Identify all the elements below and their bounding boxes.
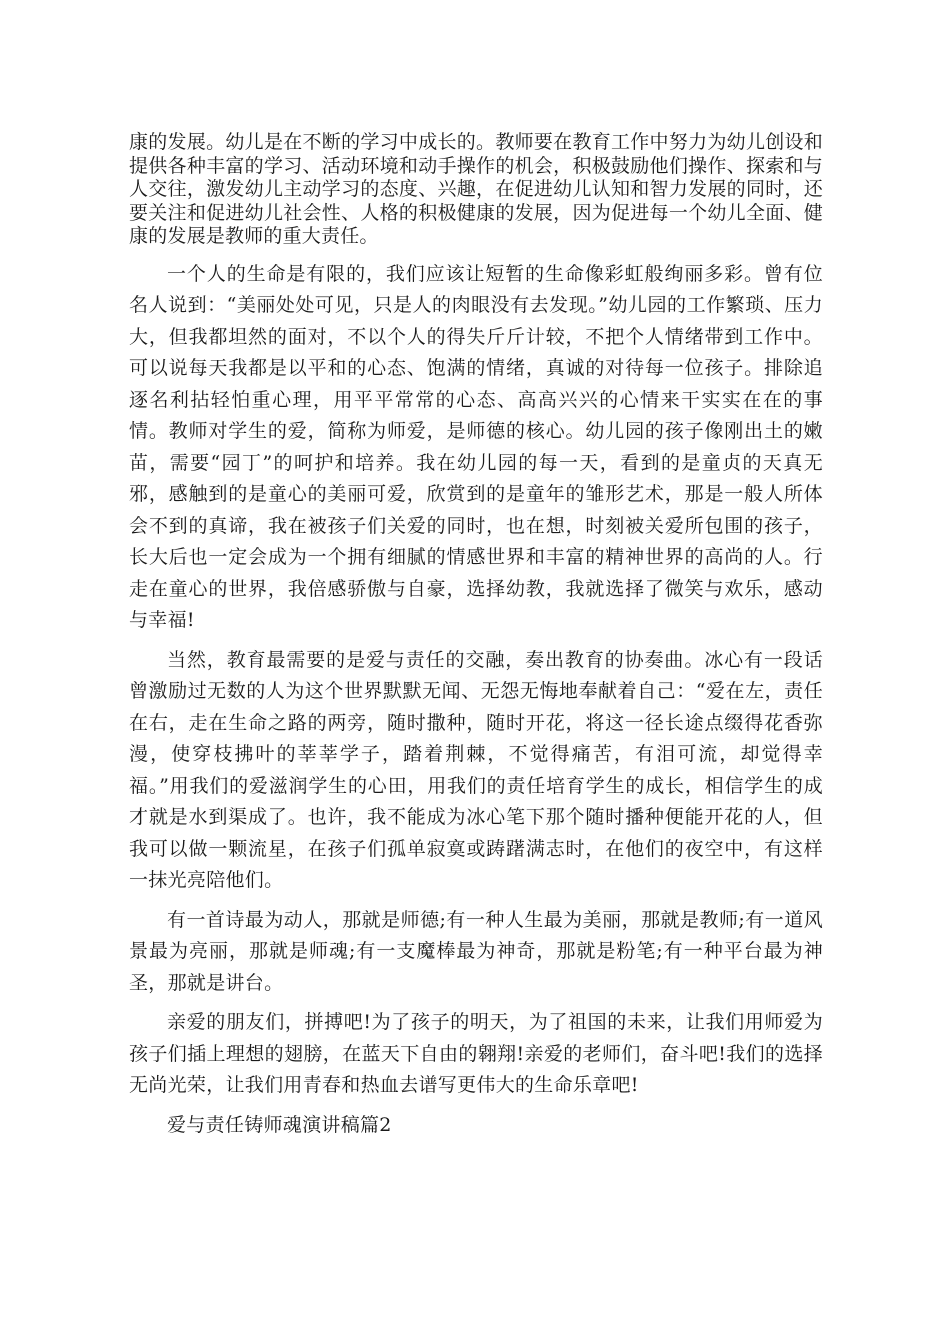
paragraph-continuation: 康的发展。幼儿是在不断的学习中成长的。教师要在教育工作中努力为幼儿创设和提供各种丰富的学习、活动环境和动手操作的机会，积极鼓励他们操作、探索和与人交往，激发幼儿主动学习的态度、兴趣，在促进幼儿认知和智力发展的同时，还要关注和促进幼儿社会性、人格的积极健康的发展，因为促进每一个幼儿全面、健康的发展是教师的重大责任。 <box>129 131 823 247</box>
paragraph-poem: 有一首诗最为动人，那就是师德;有一种人生最为美丽，那就是教师;有一道风景最为亮丽，那就是师魂;有一支魔棒最为神奇，那就是粉笔;有一种平台最为神圣，那就是讲台。 <box>129 908 823 994</box>
paragraph-closing: 亲爱的朋友们，拼搏吧!为了孩子的明天，为了祖国的未来，让我们用师爱为孩子们插上理想的翅膀，在蓝天下自由的翱翔!亲爱的老师们，奋斗吧!我们的选择无尚光荣，让我们用青春和热血去谱写更伟大的生命乐章吧! <box>129 1011 823 1096</box>
paragraph-love-responsibility: 当然，教育最需要的是爱与责任的交融，奏出教育的协奏曲。冰心有一段话曾激励过无数的人为这个世界默默无闻、无怨无悔地奉献着自己：“爱在左，责任在右，走在生命之路的两旁，随时撒种，随时开花，将这一径长途点缀得花香弥漫，使穿枝拂叶的莘莘学子，踏着荆棘，不觉得痛苦，有泪可流，却觉得幸福。”用我们的爱滋润学生的心田，用我们的责任培育学生的成长，相信学生的成才就是水到渠成了。也许，我不能成为冰心笔下那个随时播种便能开花的人，但我可以做一颗流星，在孩子们孤单寂寞或踌躇满志时，在他们的夜空中，有这样一抹光亮陪他们。 <box>129 648 823 891</box>
document-body <box>129 131 823 1141</box>
paragraph-life: 一个人的生命是有限的，我们应该让短暂的生命像彩虹般绚丽多彩。曾有位名人说到：“美丽处处可见，只是人的肉眼没有去发现。”幼儿园的工作繁琐、压力大，但我都坦然的面对，不以个人的得失斤斤计较，不把个人情绪带到工作中。可以说每天我都是以平和的心态、饱满的情绪，真诚的对待每一位孩子。排除追逐名利拈轻怕重心理，用平平常常的心态、高高兴兴的心情来干实实在在的事情。教师对学生的爱，简称为师爱，是师德的核心。幼儿园的孩子像刚出土的嫩苗，需要“园丁”的呵护和培养。我在幼儿园的每一天，看到的是童贞的天真无邪，感触到的是童心的美丽可爱，欣赏到的是童年的雏形艺术，那是一般人所体会不到的真谛，我在被孩子们关爱的同时，也在想，时刻被关爱所包围的孩子，长大后也一定会成为一个拥有细腻的情感世界和丰富的精神世界的高尚的人。行走在童心的世界，我倍感骄傲与自豪，选择幼教，我就选择了微笑与欢乐，感动与幸福! <box>129 262 823 631</box>
section-heading: 爱与责任铸师魂演讲稿篇2 <box>167 1113 392 1136</box>
